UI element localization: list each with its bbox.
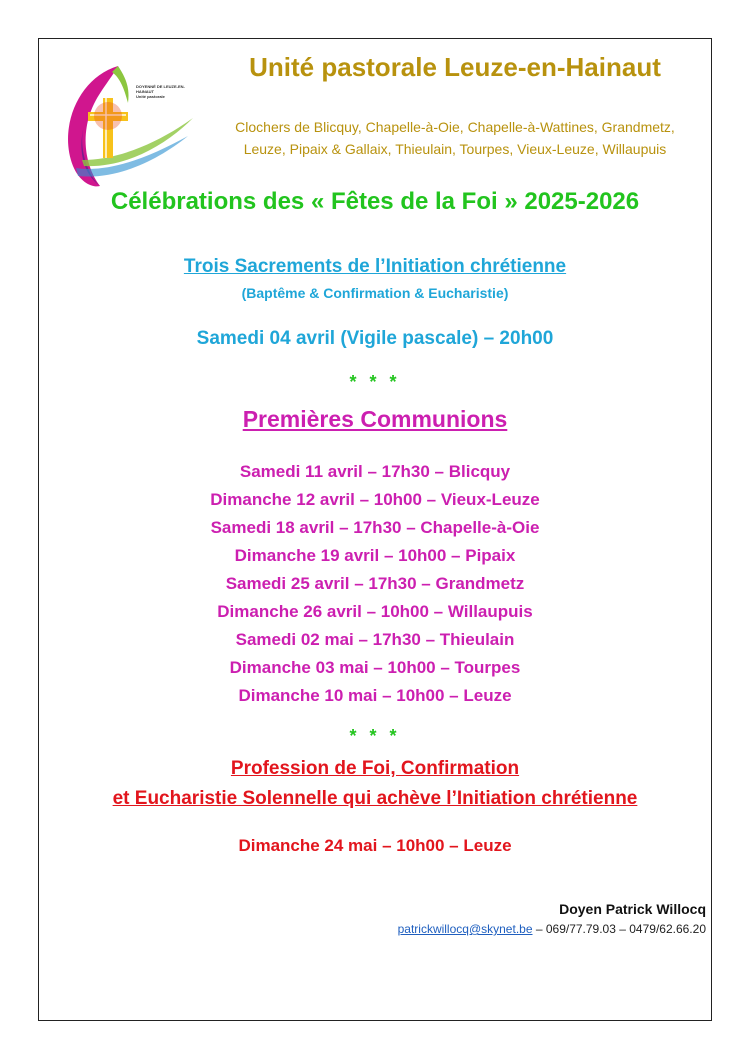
separator-stars: * * * xyxy=(349,372,401,392)
communions-title: Premières Communions xyxy=(242,406,508,432)
steeples-line-1: Clochers de Blicquy, Chapelle-à-Oie, Chapelle-à-Wattines, Grandmetz, xyxy=(235,119,675,135)
communion-item: Samedi 25 avril – 17h30 – Grandmetz xyxy=(225,574,525,593)
logo-text xyxy=(136,84,196,99)
communion-item: Dimanche 12 avril – 10h00 – Vieux-Leuze xyxy=(210,490,540,509)
communion-item: Dimanche 19 avril – 10h00 – Pipaix xyxy=(234,546,516,565)
steeples-line-2: Leuze, Pipaix & Gallaix, Thieulain, Tourpes, Vieux-Leuze, Willaupuis xyxy=(243,141,667,157)
email-link[interactable]: patrickwillocq@skynet.be xyxy=(397,922,533,936)
phone-numbers: – 069/77.79.03 – 0479/62.66.20 xyxy=(532,922,706,936)
profession-title-line-2: et Eucharistie Solennelle qui achève l’Initiation chrétienne xyxy=(112,788,638,809)
communion-item: Samedi 18 avril – 17h30 – Chapelle-à-Oie xyxy=(210,518,540,537)
sacraments-subtitle: (Baptême & Confirmation & Eucharistie) xyxy=(241,285,509,301)
main-heading: Célébrations des « Fêtes de la Foi » 2025-2026 xyxy=(110,188,640,215)
communion-item: Samedi 02 mai – 17h30 – Thieulain xyxy=(235,630,515,649)
signature-contact xyxy=(398,922,706,936)
communion-item: Dimanche 26 avril – 10h00 – Willaupuis xyxy=(217,602,533,621)
separator-stars: * * * xyxy=(349,726,401,746)
logo-text-line: Unité pastorale xyxy=(136,94,165,99)
logo-text-line: DOYENNÉ DE LEUZE-EN-HAINAUT xyxy=(136,84,185,94)
sacraments-title: Trois Sacrements de l’Initiation chrétienne xyxy=(183,256,567,277)
sacraments-date: Samedi 04 avril (Vigile pascale) – 20h00 xyxy=(196,328,554,349)
communion-item: Dimanche 03 mai – 10h00 – Tourpes xyxy=(229,658,521,677)
signature-name: Doyen Patrick Willocq xyxy=(559,901,706,917)
page-title: Unité pastorale Leuze-en-Hainaut xyxy=(249,52,661,82)
communion-item: Samedi 11 avril – 17h30 – Blicquy xyxy=(239,462,511,481)
profession-title-line-1: Profession de Foi, Confirmation xyxy=(230,758,520,779)
communion-item: Dimanche 10 mai – 10h00 – Leuze xyxy=(238,686,512,705)
profession-date: Dimanche 24 mai – 10h00 – Leuze xyxy=(238,836,512,855)
